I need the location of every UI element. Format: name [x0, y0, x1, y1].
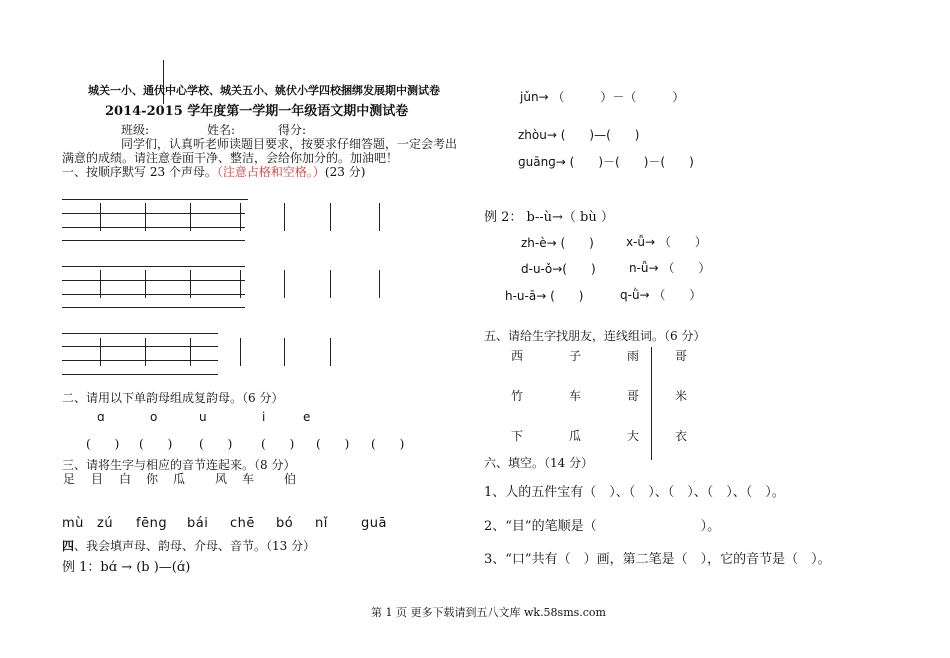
q4-row-jun[interactable]: jǔn→ （ ）－（ ）	[520, 90, 685, 104]
q6-item-1[interactable]: 1、人的五件宝有（ ）、（ ）、（ ）、（ ）、（ ）。	[484, 485, 785, 500]
q2-blank-5[interactable]: ( )	[316, 437, 350, 451]
q3-pinyin-5[interactable]: chē	[230, 516, 255, 531]
q1-title: 一、按顺序默写 23 个声母。	[62, 165, 217, 179]
q3-pinyin-1[interactable]: mù	[62, 516, 84, 531]
q5-char-xi[interactable]: 西	[511, 349, 524, 363]
q5-char-xia[interactable]: 下	[511, 429, 524, 443]
q2-blank-2[interactable]: ( )	[139, 437, 173, 451]
q5-divider	[651, 347, 652, 460]
q4-item-zhe[interactable]: zh-è→ ( )	[521, 236, 594, 250]
q3-char-7[interactable]: 车	[242, 472, 255, 486]
q2-blank-4[interactable]: ( )	[261, 437, 295, 451]
q3-pinyin-4[interactable]: bái	[187, 516, 209, 531]
q6-item-3[interactable]: 3、“口”共有（ ）画，第二笔是（ ），它的音节是（ ）。	[484, 552, 831, 567]
q2-blank-6[interactable]: ( )	[371, 437, 405, 451]
q5-char-yu[interactable]: 雨	[627, 349, 640, 363]
q5-char-che[interactable]: 车	[569, 389, 582, 403]
q5-char-ge[interactable]: 哥	[627, 389, 640, 403]
school-list: 城关一小、通伏中心学校、城关五小、姚伏小学四校捆绑发展期中测试卷	[88, 84, 440, 97]
q3-char-4[interactable]: 你	[146, 472, 159, 486]
q4-title: 、我会填声母、韵母、介母、音节。（13 分）	[74, 539, 316, 553]
q1-note: （注意占格和空格。）	[216, 165, 325, 179]
q5-char-zi[interactable]: 子	[569, 349, 582, 363]
q2-blank-1[interactable]: ( )	[86, 437, 120, 451]
intro-line-1: 同学们，认真听老师读题目要求，按要求仔细答题，一定会考出	[121, 137, 458, 151]
vowel-o: o	[150, 410, 158, 424]
q3-pinyin-6[interactable]: bó	[276, 516, 294, 531]
q1-score: (23 分)	[324, 165, 366, 179]
q3-pinyin-7[interactable]: nǐ	[315, 516, 328, 531]
q3-char-6[interactable]: 风	[215, 472, 228, 486]
q5-right-mi[interactable]: 米	[675, 389, 688, 403]
q2-title: 二、请用以下单韵母组成复韵母。（6 分）	[62, 391, 284, 405]
q4-row-zhou[interactable]: zhòu→ ( )—( )	[518, 128, 640, 142]
q4-item-hua[interactable]: h-u-ā→ ( )	[505, 289, 584, 303]
q4-item-duo[interactable]: d-u-ǒ→( )	[521, 262, 596, 276]
q3-char-5[interactable]: 瓜	[173, 472, 186, 486]
vowel-a: ɑ	[97, 410, 105, 424]
vowel-u: u	[199, 410, 207, 424]
q3-pinyin-8[interactable]: guā	[361, 516, 387, 531]
q4-row-guang[interactable]: ɡuānɡ→ ( )－( )－( )	[518, 155, 694, 169]
score-label: 得分:	[278, 123, 307, 137]
q6-title: 六、填空。（14 分）	[484, 456, 594, 470]
q5-char-gua[interactable]: 瓜	[569, 429, 582, 443]
q3-char-2[interactable]: 目	[91, 472, 104, 486]
q5-char-da[interactable]: 大	[627, 429, 640, 443]
q3-title: 三、请将生字与相应的音节连起来。（8 分）	[62, 458, 296, 472]
q5-title: 五、请给生字找朋友，连线组词。（6 分）	[484, 329, 706, 343]
q3-char-1[interactable]: 足	[63, 472, 76, 486]
q6-item-2[interactable]: 2、“目”的笔顺是（ ）。	[484, 519, 721, 534]
q4-heading	[62, 537, 315, 554]
q4-example-2: 例 2： b--ù→（ bù ）	[484, 210, 614, 225]
exam-title: 2014-2015 学年度第一学期一年级语文期中测试卷	[105, 104, 409, 119]
class-label: 班级:	[121, 123, 150, 137]
q1-heading	[62, 163, 365, 180]
q4-item-nu[interactable]: n-ǚ→ （ ）	[629, 261, 711, 275]
q3-pinyin-3[interactable]: fēng	[136, 516, 168, 531]
q3-char-3[interactable]: 白	[119, 472, 132, 486]
q4-item-xu[interactable]: x-ǚ→ （ ）	[626, 235, 707, 249]
q3-char-8[interactable]: 伯	[284, 472, 297, 486]
q3-pinyin-2[interactable]: zú	[97, 516, 114, 531]
q4-item-qu[interactable]: q-ǜ→ （ ）	[620, 288, 702, 302]
q5-right-ge[interactable]: 哥	[675, 349, 688, 363]
vowel-e: e	[303, 410, 311, 424]
q5-char-zhu[interactable]: 竹	[511, 389, 524, 403]
page-footer: 第 1 页 更多下载请到五八文库 wk.58sms.com	[371, 606, 606, 619]
q4-example-1: 例 1：bɑ́ → (b )—(ɑ́)	[62, 560, 191, 575]
intro-line-2: 满意的成绩。请注意卷面干净、整洁，会给你加分的。加油吧！	[62, 151, 399, 165]
q2-blank-3[interactable]: ( )	[199, 437, 233, 451]
q5-right-yi[interactable]: 衣	[675, 429, 688, 443]
vowel-i: i	[262, 410, 266, 424]
q4-title-number: 四	[62, 539, 75, 553]
name-label: 姓名:	[207, 123, 236, 137]
